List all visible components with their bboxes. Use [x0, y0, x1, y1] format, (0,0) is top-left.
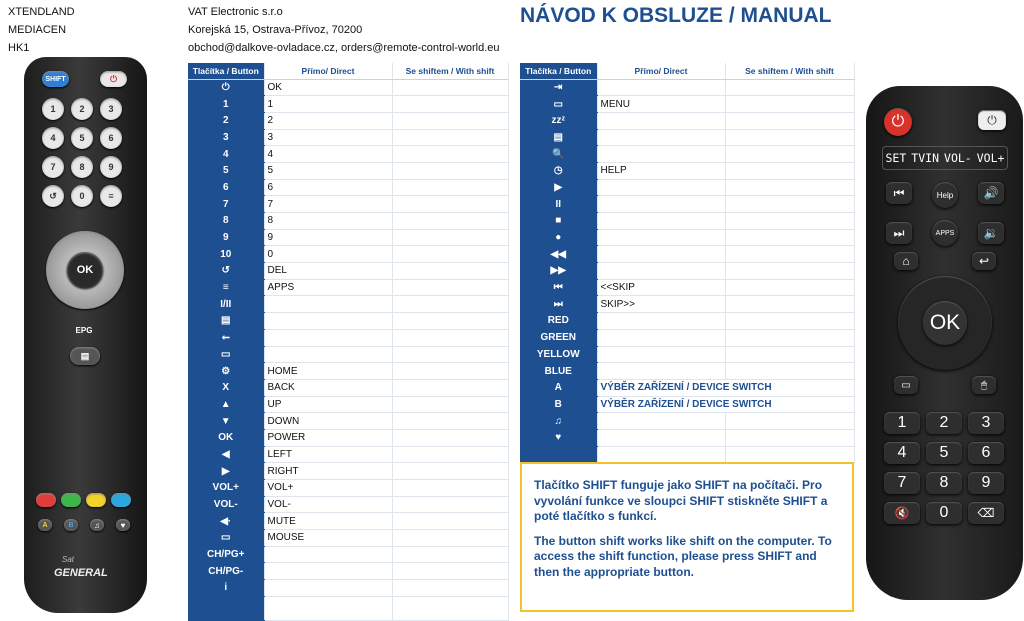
- button-symbol: ◷: [520, 162, 597, 179]
- table-row: [520, 279, 854, 296]
- shift-function: [725, 429, 854, 446]
- left-button-table: [188, 63, 509, 621]
- direct-function: 3: [264, 129, 392, 146]
- table-row: [188, 196, 508, 213]
- direct-function: [264, 580, 392, 597]
- button-symbol: 6: [188, 179, 264, 196]
- table-row: [520, 146, 854, 163]
- number-key-3: 3: [100, 98, 122, 120]
- button-symbol: 1: [188, 96, 264, 113]
- ok-button: OK: [923, 301, 967, 345]
- table-row: [188, 530, 508, 547]
- direct-function: [264, 296, 392, 313]
- button-symbol: [188, 596, 264, 620]
- table-row: [520, 396, 854, 413]
- table-row: [520, 112, 854, 129]
- table-row: [188, 162, 508, 179]
- table-row: [520, 162, 854, 179]
- yellow-button: [86, 493, 106, 507]
- number-key-6: 6: [968, 442, 1004, 464]
- button-symbol: ▲: [188, 396, 264, 413]
- table-row: [188, 329, 508, 346]
- vol-down-icon: 🔉: [978, 222, 1004, 244]
- button-symbol: ↺: [188, 263, 264, 280]
- tv-power-icon: ⏻: [978, 110, 1006, 130]
- button-a: A: [38, 519, 52, 531]
- direct-function: [597, 263, 725, 280]
- table-row: [188, 546, 508, 563]
- table-row: [188, 513, 508, 530]
- table-row: [520, 213, 854, 230]
- shift-function: [392, 279, 508, 296]
- top-key-strip: [882, 146, 1008, 170]
- shift-function: [392, 463, 508, 480]
- shift-function: [392, 96, 508, 113]
- button-symbol: 5: [188, 162, 264, 179]
- table-row: [188, 480, 508, 497]
- number-key-5: 5: [926, 442, 962, 464]
- direct-function: DOWN: [264, 413, 392, 430]
- table-row: [188, 79, 508, 96]
- shift-function: [725, 229, 854, 246]
- button-symbol: II: [520, 196, 597, 213]
- col-header-direct: Přímo/ Direct: [264, 63, 392, 79]
- number-key-4: 4: [42, 127, 64, 149]
- blue-button: [111, 493, 131, 507]
- button-symbol: ▤: [520, 129, 597, 146]
- table-row: [520, 179, 854, 196]
- model-code-line: HK1: [8, 42, 30, 54]
- shift-function: [392, 79, 508, 96]
- table-row: [520, 446, 854, 463]
- direct-function: VOL-: [264, 496, 392, 513]
- shift-function: [392, 196, 508, 213]
- shift-function: [725, 313, 854, 330]
- button-symbol: ▶▶: [520, 263, 597, 280]
- table-row: [188, 363, 508, 380]
- button-symbol: A: [520, 379, 597, 396]
- table-row: [520, 129, 854, 146]
- direct-function: [264, 313, 392, 330]
- button-symbol: zzᶻ: [520, 112, 597, 129]
- table-row: [188, 429, 508, 446]
- table-row: [188, 463, 508, 480]
- button-symbol: ▤: [188, 313, 264, 330]
- table-row: [520, 229, 854, 246]
- table-row: [188, 446, 508, 463]
- shift-function: [392, 446, 508, 463]
- brand-small: Sat: [62, 555, 75, 564]
- direct-function: [597, 196, 725, 213]
- shift-function: [392, 379, 508, 396]
- table-row: [188, 263, 508, 280]
- direct-function: [597, 179, 725, 196]
- number-key-8: 8: [926, 472, 962, 494]
- table-row: [188, 346, 508, 363]
- button-symbol: GREEN: [520, 329, 597, 346]
- tvin-key: TVIN: [911, 151, 939, 165]
- shift-function: [392, 129, 508, 146]
- button-symbol: ⏻: [188, 79, 264, 96]
- shift-function: [725, 112, 854, 129]
- direct-function: POWER: [264, 429, 392, 446]
- table-row: [188, 213, 508, 230]
- direct-function: [264, 346, 392, 363]
- direct-function: DEL: [264, 263, 392, 280]
- button-symbol: 8: [188, 213, 264, 230]
- undo-icon: ↺: [42, 185, 64, 207]
- button-symbol: 7: [188, 196, 264, 213]
- button-symbol: ▼: [188, 413, 264, 430]
- table-row: [520, 346, 854, 363]
- button-symbol: ▭: [188, 530, 264, 547]
- shift-function: [392, 563, 508, 580]
- number-key-8: 8: [71, 156, 93, 178]
- shift-note-english: The button shift works like shift on the computer. To access the shift function, please press SHIFT and then the appropriate button.: [534, 533, 832, 579]
- shift-function: [392, 363, 508, 380]
- button-symbol: ▶: [188, 463, 264, 480]
- shift-function: [392, 596, 508, 620]
- number-key-0: 0: [71, 185, 93, 207]
- button-symbol: 10: [188, 246, 264, 263]
- table-row: [188, 379, 508, 396]
- direct-function: [597, 79, 725, 96]
- button-symbol: I/II: [188, 296, 264, 313]
- button-symbol: VOL+: [188, 480, 264, 497]
- button-symbol: i: [188, 580, 264, 597]
- direct-function: [264, 546, 392, 563]
- prev-icon: ⏮: [886, 182, 912, 204]
- delete-icon: ⌫: [968, 502, 1004, 524]
- shift-function: [725, 213, 854, 230]
- direct-function: 7: [264, 196, 392, 213]
- shift-function: [725, 329, 854, 346]
- home-icon: ⌂: [894, 252, 918, 270]
- number-key-5: 5: [71, 127, 93, 149]
- left-remote-image: [24, 57, 147, 613]
- shift-function: [392, 513, 508, 530]
- button-b: B: [64, 519, 78, 531]
- direct-function: [597, 129, 725, 146]
- button-symbol: [520, 446, 597, 463]
- shift-function: [392, 146, 508, 163]
- button-symbol: ≡: [188, 279, 264, 296]
- table-row: [188, 112, 508, 129]
- number-key-2: 2: [71, 98, 93, 120]
- shift-function: [392, 179, 508, 196]
- shift-function: [392, 530, 508, 547]
- button-symbol: ♥: [520, 429, 597, 446]
- direct-function: 9: [264, 229, 392, 246]
- direct-function: APPS: [264, 279, 392, 296]
- table-row: [520, 96, 854, 113]
- company-info: [188, 3, 500, 57]
- table-row: [520, 263, 854, 280]
- apps-button: APPS: [932, 220, 958, 246]
- number-key-7: 7: [884, 472, 920, 494]
- direct-function: MENU: [597, 96, 725, 113]
- button-symbol: ◀·: [188, 513, 264, 530]
- button-symbol: ◀: [188, 446, 264, 463]
- direct-function: <<SKIP: [597, 279, 725, 296]
- shift-function: [392, 329, 508, 346]
- shift-function: [392, 246, 508, 263]
- direct-function: [597, 246, 725, 263]
- col-header-button: Tlačítka / Button: [188, 63, 264, 79]
- button-symbol: YELLOW: [520, 346, 597, 363]
- button-symbol: X: [188, 379, 264, 396]
- shift-function: [392, 296, 508, 313]
- page-title: NÁVOD K OBSLUZE / MANUAL: [520, 4, 832, 27]
- table-row: [188, 146, 508, 163]
- power-icon: ⏻: [100, 71, 127, 87]
- shift-function: [392, 263, 508, 280]
- button-symbol: OK: [188, 429, 264, 446]
- direct-function: [597, 429, 725, 446]
- shift-function: [725, 263, 854, 280]
- button-symbol: VOL-: [188, 496, 264, 513]
- shift-function: [392, 162, 508, 179]
- shift-function: [725, 96, 854, 113]
- table-row: [188, 313, 508, 330]
- button-symbol: BLUE: [520, 363, 597, 380]
- shift-function: [725, 446, 854, 463]
- shift-button: SHIFT: [42, 71, 69, 87]
- direct-function: [597, 363, 725, 380]
- direct-function: [597, 413, 725, 430]
- direct-function: LEFT: [264, 446, 392, 463]
- direct-function: [264, 563, 392, 580]
- button-symbol: ▭: [188, 346, 264, 363]
- company-email: obchod@dalkove-ovladace.cz, orders@remote-control-world.eu: [188, 42, 500, 54]
- model-info: [8, 3, 75, 57]
- right-button-table: [520, 63, 855, 463]
- shift-function: [392, 546, 508, 563]
- direct-function: VÝBĚR ZAŘÍZENÍ / DEVICE SWITCH: [597, 379, 854, 396]
- button-symbol: 3: [188, 129, 264, 146]
- red-button: [36, 493, 56, 507]
- shift-note-czech: Tlačítko SHIFT funguje jako SHIFT na počítači. Pro vyvolání funkce ve sloupci SHIFT stiskněte SHIFT a poté tlačítko s funkcí.: [534, 478, 828, 523]
- direct-function: RIGHT: [264, 463, 392, 480]
- company-name: VAT Electronic s.r.o: [188, 6, 283, 18]
- shift-function: [392, 429, 508, 446]
- direct-function: 6: [264, 179, 392, 196]
- button-symbol: ⭠: [188, 329, 264, 346]
- button-symbol: CH/PG+: [188, 546, 264, 563]
- button-symbol: ⏮: [520, 279, 597, 296]
- table-row: [188, 563, 508, 580]
- shift-function: [392, 346, 508, 363]
- direct-function: [597, 213, 725, 230]
- number-key-7: 7: [42, 156, 64, 178]
- button-symbol: ⇥: [520, 79, 597, 96]
- table-row: [520, 413, 854, 430]
- number-key-1: 1: [42, 98, 64, 120]
- shift-function: [725, 296, 854, 313]
- table-row: [520, 246, 854, 263]
- vol-down-key: VOL-: [944, 151, 972, 165]
- table-row: [520, 329, 854, 346]
- brand-line: XTENDLAND: [8, 6, 75, 18]
- number-key-6: 6: [100, 127, 122, 149]
- table-row: [188, 413, 508, 430]
- direct-function: UP: [264, 396, 392, 413]
- col-header-shift: Se shiftem / With shift: [725, 63, 854, 79]
- shift-function: [392, 112, 508, 129]
- shift-function: [725, 196, 854, 213]
- mute-icon: 🔇: [884, 502, 920, 524]
- number-key-9: 9: [968, 472, 1004, 494]
- vol-up-key: VOL+: [976, 151, 1005, 165]
- direct-function: VÝBĚR ZAŘÍZENÍ / DEVICE SWITCH: [597, 396, 854, 413]
- direct-function: 4: [264, 146, 392, 163]
- shift-function: [725, 179, 854, 196]
- vol-up-icon: 🔊: [978, 182, 1004, 204]
- direct-function: 8: [264, 213, 392, 230]
- keyboard-icon: ▭: [894, 376, 918, 394]
- col-header-shift: Se shiftem / With shift: [392, 63, 508, 79]
- table-row: [520, 296, 854, 313]
- shift-function: [725, 162, 854, 179]
- model-line: MEDIACEN: [8, 24, 67, 36]
- shift-function: [725, 146, 854, 163]
- col-header-direct: Přímo/ Direct: [597, 63, 725, 79]
- number-key-2: 2: [926, 412, 962, 434]
- shift-function: [392, 313, 508, 330]
- button-symbol: 4: [188, 146, 264, 163]
- shift-function: [725, 79, 854, 96]
- table-row: [520, 429, 854, 446]
- number-key-0: 0: [926, 502, 962, 524]
- shift-function: [725, 129, 854, 146]
- heart-icon: ♥: [116, 519, 130, 531]
- shift-function: [392, 413, 508, 430]
- number-key-9: 9: [100, 156, 122, 178]
- epg-label: EPG: [75, 325, 93, 335]
- direct-function: MOUSE: [264, 530, 392, 547]
- company-address: Korejská 15, Ostrava-Přívoz, 70200: [188, 24, 363, 36]
- direct-function: SKIP>>: [597, 296, 725, 313]
- ok-button: OK: [67, 252, 103, 288]
- direct-function: [597, 446, 725, 463]
- number-key-4: 4: [884, 442, 920, 464]
- direct-function: [264, 329, 392, 346]
- set-key: SET: [885, 151, 907, 165]
- next-icon: ⏭: [886, 222, 912, 244]
- button-symbol: ⏭: [520, 296, 597, 313]
- help-button: Help: [932, 182, 958, 208]
- table-row: [188, 296, 508, 313]
- button-symbol: ♫: [520, 413, 597, 430]
- button-symbol: ⚙: [188, 363, 264, 380]
- table-row: [520, 196, 854, 213]
- button-symbol: 🔍: [520, 146, 597, 163]
- direct-function: [264, 596, 392, 620]
- back-icon: ↩: [972, 252, 996, 270]
- shift-function: [725, 363, 854, 380]
- green-button: [61, 493, 81, 507]
- direct-function: HELP: [597, 162, 725, 179]
- table-row: [520, 363, 854, 380]
- brand-logo: GENERAL: [54, 567, 108, 579]
- direct-function: 1: [264, 96, 392, 113]
- direct-function: [597, 329, 725, 346]
- shift-function: [392, 496, 508, 513]
- table-row: [520, 79, 854, 96]
- table-row: [188, 396, 508, 413]
- table-row: [188, 229, 508, 246]
- direct-function: MUTE: [264, 513, 392, 530]
- table-row: [520, 313, 854, 330]
- menu-icon: ▤: [70, 347, 100, 365]
- table-row: [188, 580, 508, 597]
- table-row: [188, 496, 508, 513]
- right-remote-image: [866, 86, 1023, 600]
- shift-function: [725, 279, 854, 296]
- direct-function: OK: [264, 79, 392, 96]
- button-symbol: 2: [188, 112, 264, 129]
- number-key-3: 3: [968, 412, 1004, 434]
- table-row: [520, 379, 854, 396]
- table-row: [188, 246, 508, 263]
- shift-function: [392, 229, 508, 246]
- direct-function: VOL+: [264, 480, 392, 497]
- shift-function: [392, 580, 508, 597]
- button-symbol: ▭: [520, 96, 597, 113]
- direct-function: 0: [264, 246, 392, 263]
- button-symbol: CH/PG-: [188, 563, 264, 580]
- direct-function: [597, 346, 725, 363]
- shift-note-box: [520, 462, 854, 612]
- direct-function: [597, 313, 725, 330]
- mouse-icon: 🖱: [972, 376, 996, 394]
- button-symbol: ■: [520, 213, 597, 230]
- shift-function: [725, 246, 854, 263]
- direct-function: [597, 112, 725, 129]
- shift-function: [392, 480, 508, 497]
- button-symbol: ●: [520, 229, 597, 246]
- list-icon: ≡: [100, 185, 122, 207]
- button-symbol: ◀◀: [520, 246, 597, 263]
- number-key-1: 1: [884, 412, 920, 434]
- direct-function: 2: [264, 112, 392, 129]
- music-icon: ♫: [90, 519, 104, 531]
- direct-function: BACK: [264, 379, 392, 396]
- direct-function: [597, 146, 725, 163]
- button-symbol: 9: [188, 229, 264, 246]
- button-symbol: ▶: [520, 179, 597, 196]
- button-symbol: B: [520, 396, 597, 413]
- shift-function: [392, 396, 508, 413]
- col-header-button: Tlačítka / Button: [520, 63, 597, 79]
- shift-function: [725, 413, 854, 430]
- shift-function: [725, 346, 854, 363]
- power-icon: ⏻: [884, 108, 912, 136]
- table-row: [188, 96, 508, 113]
- table-row: [188, 279, 508, 296]
- table-row: [188, 596, 508, 620]
- shift-function: [392, 213, 508, 230]
- direct-function: 5: [264, 162, 392, 179]
- table-row: [188, 129, 508, 146]
- direct-function: HOME: [264, 363, 392, 380]
- direct-function: [597, 229, 725, 246]
- button-symbol: RED: [520, 313, 597, 330]
- table-row: [188, 179, 508, 196]
